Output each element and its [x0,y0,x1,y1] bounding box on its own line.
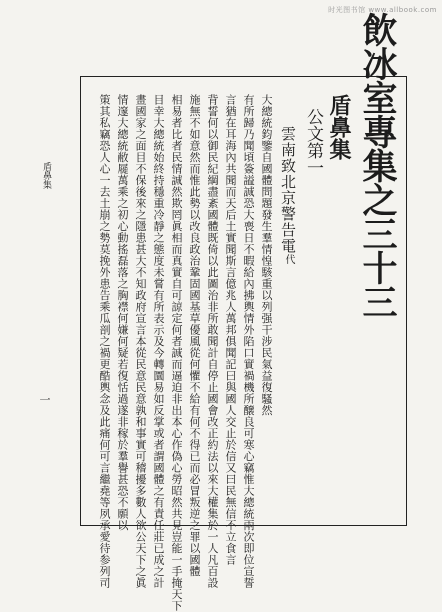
body-text-column: 大總統鈞鑒自國體問題發生羣情惶駭重以列强干涉民氣益復騷然 [260,94,273,416]
book-title: 飲冰室專集之三十三 [357,12,398,318]
body-text-column: 相易者比者民情誠然欺罔眞相而真實自可諒定何者誠而逼迫非出本心作偽心勞昭然共見豈能一手掩天下 [170,94,183,612]
watermark-text: 时光图书馆 www.allbook.com [328,6,437,14]
body-text-column: 目幸大總統始終持穩重冷靜之態度未嘗有所表示及今轉圜易如反掌或者謂國體之有責任莊已成之計 [152,94,165,589]
body-text-column: 情邃大總統敝屣萬乘之初心動搖磊落之胸襟何嫌何疑若復恬過遂非稼於羣譽甚恐不願以 [116,94,129,531]
section-heading: 公文第一 [303,108,323,176]
body-text-column: 有所歸乃聞頃簽謚誠恐大喪日不暇給內拂輿情外陷口實禍機所醸良可寒心竊惟大總統兩次即位宣誓 [242,94,255,589]
body-text-column: 背誓何以御民紀綱盡紊國體既倚以此圖治非所敢聞計自停止國會改正約法以來大權集於一人凡百設 [206,94,219,589]
body-text-column: 施無不如意然而惟此勢以改良政治鞏固國基草優風從何懼不給有何不得已而必冒叛逆之罪以國體 [188,94,201,577]
document-heading-main: 雲南致北京警告電 [279,126,297,254]
body-text-column: 畫國家之面目不保後來之隱患甚大不知政府宣言本從民意民意孰和事實可稽擾多數人欲公天下之眞 [134,94,147,589]
margin-collection-label: 盾鼻集 [41,162,51,189]
document-heading-tag: 代 [283,254,294,265]
collection-subtitle: 盾鼻集 [326,94,352,160]
body-text-column: 策其私竊恐人心一去土崩之勢莫挽外患告乘瓜剖之禍更酷輿念及此痛何可言繼堯等夙承愛待参列司 [98,94,111,589]
page-number: 一 [38,394,51,405]
document-heading [278,126,298,265]
body-text-column: 言猶在耳海內共聞而天后土實聞斯言億兆人萬邦俱聞記曰與國人交止於信又曰民無信不立食言 [224,94,237,566]
